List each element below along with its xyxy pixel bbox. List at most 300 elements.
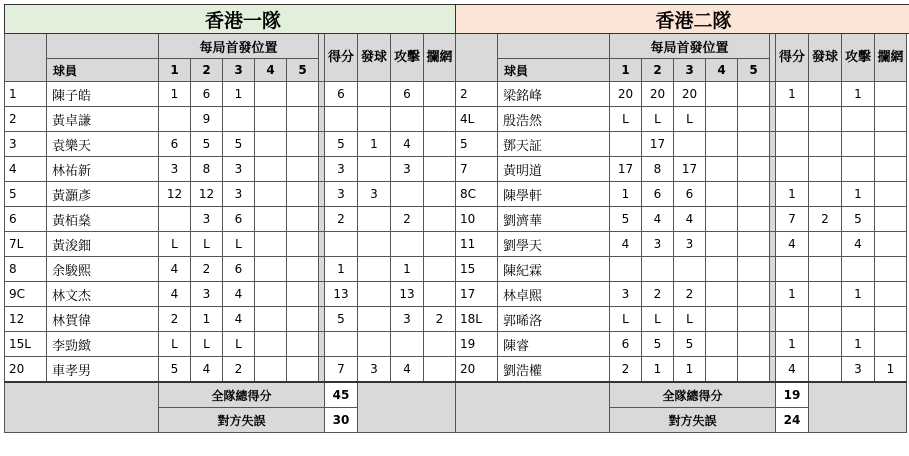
- player-name: 陳學軒: [498, 182, 610, 207]
- player-name: 林卓熙: [498, 282, 610, 307]
- player-row: [456, 307, 909, 332]
- team1-stats-table: [4, 4, 482, 433]
- set-3-position: 5: [223, 132, 255, 157]
- set-2-position: 5: [191, 132, 223, 157]
- set-1-position: 5: [159, 357, 191, 383]
- player-name: 林文杰: [47, 282, 159, 307]
- title-row: [5, 5, 482, 34]
- set-3-position: L: [674, 307, 706, 332]
- block-cell: [424, 182, 456, 207]
- set-2-position: 20: [642, 82, 674, 107]
- header-serve: 發球: [809, 34, 842, 82]
- serve-cell: [809, 132, 842, 157]
- set-5-position: [287, 107, 319, 132]
- set-4-position: [706, 232, 738, 257]
- block-cell: [424, 232, 456, 257]
- set-4-position: [706, 307, 738, 332]
- set-5-position: [287, 157, 319, 182]
- player-name: 黃卓謙: [47, 107, 159, 132]
- set-3-position: 6: [674, 182, 706, 207]
- set-5-position: [287, 282, 319, 307]
- set-1-position: 2: [159, 307, 191, 332]
- player-row: [5, 207, 482, 232]
- set-1-position: L: [610, 307, 642, 332]
- set-5-position: [738, 232, 770, 257]
- player-row: [5, 82, 482, 107]
- set-3-position: [674, 257, 706, 282]
- block-cell: [424, 107, 456, 132]
- set-4-position: [255, 182, 287, 207]
- player-number: 6: [5, 207, 47, 232]
- player-name: 黃浚鈿: [47, 232, 159, 257]
- player-number: 10: [456, 207, 498, 232]
- stats-sheet: [4, 4, 905, 452]
- set-4-position: [706, 157, 738, 182]
- points-cell: 13: [325, 282, 358, 307]
- block-cell: [875, 282, 907, 307]
- set-4-position: [255, 157, 287, 182]
- attack-cell: [391, 107, 424, 132]
- header-player: 球員: [47, 59, 159, 82]
- set-5-position: [287, 207, 319, 232]
- set-2-position: 1: [191, 307, 223, 332]
- title-row: [456, 5, 909, 34]
- set-1-position: 1: [159, 82, 191, 107]
- block-cell: [424, 257, 456, 282]
- points-cell: 3: [325, 182, 358, 207]
- player-name: 黃明道: [498, 157, 610, 182]
- set-1-position: L: [159, 332, 191, 357]
- player-number: 1: [5, 82, 47, 107]
- serve-cell: [809, 357, 842, 383]
- serve-cell: [358, 282, 391, 307]
- set-4-position: [706, 257, 738, 282]
- header-per-set: 每局首發位置: [159, 34, 319, 59]
- set-2-position: 2: [642, 282, 674, 307]
- block-cell: [424, 132, 456, 157]
- header-set-3: 3: [674, 59, 706, 82]
- block-cell: [424, 207, 456, 232]
- player-number: 4L: [456, 107, 498, 132]
- block-cell: [424, 357, 456, 383]
- attack-cell: 2: [391, 207, 424, 232]
- player-row: [5, 107, 482, 132]
- points-cell: 5: [325, 132, 358, 157]
- set-3-position: 3: [223, 157, 255, 182]
- player-row: [456, 232, 909, 257]
- set-5-position: [287, 132, 319, 157]
- points-cell: [325, 107, 358, 132]
- set-1-position: L: [610, 107, 642, 132]
- set-2-position: [642, 257, 674, 282]
- set-2-position: 9: [191, 107, 223, 132]
- set-1-position: 4: [159, 257, 191, 282]
- set-2-position: 17: [642, 132, 674, 157]
- set-5-position: [738, 182, 770, 207]
- set-1-position: [159, 107, 191, 132]
- player-number: 2: [456, 82, 498, 107]
- set-3-position: 2: [674, 282, 706, 307]
- header-row-1: [456, 34, 909, 59]
- set-1-position: 12: [159, 182, 191, 207]
- header-blank: [47, 34, 159, 59]
- set-5-position: [738, 132, 770, 157]
- block-cell: [875, 232, 907, 257]
- set-1-position: [610, 257, 642, 282]
- set-3-position: 3: [674, 232, 706, 257]
- set-5-position: [287, 232, 319, 257]
- points-cell: 2: [325, 207, 358, 232]
- attack-cell: [391, 232, 424, 257]
- player-number: 19: [456, 332, 498, 357]
- player-number: 20: [456, 357, 498, 383]
- player-row: [5, 332, 482, 357]
- player-number: 9C: [5, 282, 47, 307]
- player-name: 梁銘峰: [498, 82, 610, 107]
- block-cell: [875, 132, 907, 157]
- set-3-position: 1: [223, 82, 255, 107]
- header-row-1: [5, 34, 482, 59]
- set-4-position: [706, 82, 738, 107]
- header-points: 得分: [776, 34, 809, 82]
- player-name: 李勁緻: [47, 332, 159, 357]
- set-4-position: [706, 207, 738, 232]
- header-number: [456, 34, 498, 82]
- serve-cell: [809, 282, 842, 307]
- set-3-position: 5: [674, 332, 706, 357]
- player-number: 17: [456, 282, 498, 307]
- total-row: [5, 382, 482, 408]
- set-1-position: 2: [610, 357, 642, 383]
- set-2-position: L: [642, 107, 674, 132]
- set-1-position: 4: [159, 282, 191, 307]
- set-4-position: [255, 282, 287, 307]
- player-number: 18L: [456, 307, 498, 332]
- set-3-position: [223, 107, 255, 132]
- block-cell: 2: [424, 307, 456, 332]
- set-3-position: L: [223, 232, 255, 257]
- player-name: 劉學天: [498, 232, 610, 257]
- player-number: 3: [5, 132, 47, 157]
- points-cell: 7: [776, 207, 809, 232]
- set-2-position: L: [642, 307, 674, 332]
- set-2-position: 8: [642, 157, 674, 182]
- set-3-position: 3: [223, 182, 255, 207]
- set-4-position: [706, 282, 738, 307]
- attack-cell: 4: [842, 232, 875, 257]
- set-2-position: 1: [642, 357, 674, 383]
- set-2-position: 6: [642, 182, 674, 207]
- header-points: 得分: [325, 34, 358, 82]
- set-4-position: [255, 307, 287, 332]
- set-4-position: [255, 257, 287, 282]
- set-2-position: 4: [191, 357, 223, 383]
- set-5-position: [287, 357, 319, 383]
- set-3-position: [674, 132, 706, 157]
- set-1-position: [610, 132, 642, 157]
- set-5-position: [287, 182, 319, 207]
- attack-cell: 4: [391, 132, 424, 157]
- attack-cell: 1: [391, 257, 424, 282]
- attack-cell: 4: [391, 357, 424, 383]
- attack-cell: 13: [391, 282, 424, 307]
- points-cell: 3: [325, 157, 358, 182]
- player-number: 7L: [5, 232, 47, 257]
- points-cell: 1: [325, 257, 358, 282]
- header-set-4: 4: [706, 59, 738, 82]
- set-3-position: 4: [223, 307, 255, 332]
- points-cell: [776, 257, 809, 282]
- set-2-position: 3: [191, 282, 223, 307]
- player-row: [456, 257, 909, 282]
- header-set-5: 5: [287, 59, 319, 82]
- set-5-position: [738, 82, 770, 107]
- player-name: 陳子皓: [47, 82, 159, 107]
- player-name: 林祐新: [47, 157, 159, 182]
- serve-cell: 3: [358, 357, 391, 383]
- set-4-position: [706, 357, 738, 383]
- serve-cell: [809, 257, 842, 282]
- attack-cell: 1: [842, 182, 875, 207]
- errors-label: 對方失誤: [159, 408, 325, 433]
- block-cell: [875, 307, 907, 332]
- header-serve: 發球: [358, 34, 391, 82]
- set-5-position: [738, 357, 770, 383]
- set-5-position: [287, 332, 319, 357]
- set-5-position: [738, 282, 770, 307]
- header-attack: 攻擊: [391, 34, 424, 82]
- header-player: 球員: [498, 59, 610, 82]
- points-cell: 4: [776, 232, 809, 257]
- set-1-position: 6: [610, 332, 642, 357]
- set-3-position: 4: [223, 282, 255, 307]
- player-row: [456, 332, 909, 357]
- player-number: 2: [5, 107, 47, 132]
- player-name: 車孝男: [47, 357, 159, 383]
- serve-cell: [358, 157, 391, 182]
- player-name: 黃栢燊: [47, 207, 159, 232]
- player-row: [5, 257, 482, 282]
- set-5-position: [287, 82, 319, 107]
- player-name: 劉濟華: [498, 207, 610, 232]
- header-block: 攔網: [424, 34, 456, 82]
- serve-cell: [358, 232, 391, 257]
- player-name: 余駿熙: [47, 257, 159, 282]
- set-4-position: [706, 107, 738, 132]
- set-3-position: 1: [674, 357, 706, 383]
- block-cell: [424, 282, 456, 307]
- errors-label: 對方失誤: [610, 408, 776, 433]
- summary-blank-right: [358, 382, 456, 433]
- header-set-1: 1: [610, 59, 642, 82]
- player-number: 8: [5, 257, 47, 282]
- attack-cell: [842, 107, 875, 132]
- set-5-position: [287, 307, 319, 332]
- serve-cell: [358, 257, 391, 282]
- attack-cell: [391, 332, 424, 357]
- set-2-position: L: [191, 232, 223, 257]
- serve-cell: [358, 332, 391, 357]
- player-row: [5, 357, 482, 383]
- points-cell: [776, 157, 809, 182]
- player-row: [456, 357, 909, 383]
- set-1-position: 1: [610, 182, 642, 207]
- header-set-3: 3: [223, 59, 255, 82]
- team-total-points: 19: [776, 382, 809, 408]
- set-4-position: [706, 332, 738, 357]
- player-name: 殷浩然: [498, 107, 610, 132]
- header-set-2: 2: [191, 59, 223, 82]
- set-2-position: 8: [191, 157, 223, 182]
- serve-cell: [809, 107, 842, 132]
- attack-cell: 6: [391, 82, 424, 107]
- player-number: 8C: [456, 182, 498, 207]
- set-1-position: 4: [610, 232, 642, 257]
- player-name: 林賀徫: [47, 307, 159, 332]
- block-cell: [424, 157, 456, 182]
- opponent-errors: 30: [325, 408, 358, 433]
- player-name: 袁樂天: [47, 132, 159, 157]
- header-set-2: 2: [642, 59, 674, 82]
- serve-cell: [809, 332, 842, 357]
- attack-cell: [842, 307, 875, 332]
- serve-cell: [358, 307, 391, 332]
- player-number: 7: [456, 157, 498, 182]
- points-cell: [776, 307, 809, 332]
- set-5-position: [738, 107, 770, 132]
- player-name: 劉浩權: [498, 357, 610, 383]
- player-row: [456, 107, 909, 132]
- player-number: 11: [456, 232, 498, 257]
- block-cell: [875, 157, 907, 182]
- points-cell: 5: [325, 307, 358, 332]
- points-cell: [776, 107, 809, 132]
- player-row: [456, 207, 909, 232]
- attack-cell: [842, 257, 875, 282]
- points-cell: [776, 132, 809, 157]
- header-attack: 攻擊: [842, 34, 875, 82]
- serve-cell: [809, 232, 842, 257]
- set-2-position: 3: [191, 207, 223, 232]
- points-cell: [325, 232, 358, 257]
- player-row: [5, 157, 482, 182]
- attack-cell: 3: [842, 357, 875, 383]
- points-cell: 6: [325, 82, 358, 107]
- attack-cell: 1: [842, 332, 875, 357]
- set-5-position: [738, 307, 770, 332]
- serve-cell: [809, 307, 842, 332]
- block-cell: [875, 82, 907, 107]
- set-2-position: 2: [191, 257, 223, 282]
- opponent-errors: 24: [776, 408, 809, 433]
- set-3-position: 4: [674, 207, 706, 232]
- set-3-position: 2: [223, 357, 255, 383]
- set-1-position: [159, 207, 191, 232]
- player-row: [5, 307, 482, 332]
- player-number: 5: [5, 182, 47, 207]
- set-4-position: [255, 132, 287, 157]
- set-2-position: 4: [642, 207, 674, 232]
- header-set-5: 5: [738, 59, 770, 82]
- player-name: 黃灝彥: [47, 182, 159, 207]
- team2-stats-table: [455, 4, 909, 433]
- player-number: 20: [5, 357, 47, 383]
- set-4-position: [255, 357, 287, 383]
- header-set-4: 4: [255, 59, 287, 82]
- serve-cell: 2: [809, 207, 842, 232]
- header-number: [5, 34, 47, 82]
- set-3-position: 20: [674, 82, 706, 107]
- set-3-position: L: [674, 107, 706, 132]
- block-cell: [875, 207, 907, 232]
- set-4-position: [255, 332, 287, 357]
- points-cell: 4: [776, 357, 809, 383]
- attack-cell: 1: [842, 82, 875, 107]
- player-name: 鄧天証: [498, 132, 610, 157]
- player-number: 4: [5, 157, 47, 182]
- set-2-position: 6: [191, 82, 223, 107]
- serve-cell: [358, 207, 391, 232]
- set-2-position: 12: [191, 182, 223, 207]
- block-cell: [875, 257, 907, 282]
- set-1-position: 3: [159, 157, 191, 182]
- set-4-position: [255, 232, 287, 257]
- set-5-position: [738, 207, 770, 232]
- serve-cell: [809, 182, 842, 207]
- block-cell: [875, 332, 907, 357]
- total-label: 全隊總得分: [159, 382, 325, 408]
- set-1-position: 17: [610, 157, 642, 182]
- set-5-position: [738, 157, 770, 182]
- player-name: 郭晞洛: [498, 307, 610, 332]
- player-number: 12: [5, 307, 47, 332]
- serve-cell: [358, 82, 391, 107]
- player-row: [456, 82, 909, 107]
- attack-cell: 3: [391, 307, 424, 332]
- player-name: 陳紀霖: [498, 257, 610, 282]
- block-cell: [424, 82, 456, 107]
- player-row: [5, 132, 482, 157]
- summary-blank: [5, 382, 159, 433]
- player-row: [456, 157, 909, 182]
- set-1-position: 20: [610, 82, 642, 107]
- set-2-position: L: [191, 332, 223, 357]
- set-3-position: L: [223, 332, 255, 357]
- header-block: 攔網: [875, 34, 907, 82]
- set-4-position: [706, 182, 738, 207]
- serve-cell: [358, 107, 391, 132]
- set-4-position: [255, 207, 287, 232]
- set-5-position: [738, 332, 770, 357]
- header-blank: [498, 34, 610, 59]
- total-row: [456, 382, 909, 408]
- player-name: 陳睿: [498, 332, 610, 357]
- attack-cell: [391, 182, 424, 207]
- set-3-position: 17: [674, 157, 706, 182]
- set-5-position: [287, 257, 319, 282]
- total-label: 全隊總得分: [610, 382, 776, 408]
- player-number: 5: [456, 132, 498, 157]
- player-row: [456, 182, 909, 207]
- set-4-position: [255, 82, 287, 107]
- player-row: [5, 182, 482, 207]
- set-1-position: L: [159, 232, 191, 257]
- attack-cell: [842, 132, 875, 157]
- set-1-position: 3: [610, 282, 642, 307]
- player-row: [456, 132, 909, 157]
- team-title: 香港二隊: [456, 5, 909, 34]
- serve-cell: 3: [358, 182, 391, 207]
